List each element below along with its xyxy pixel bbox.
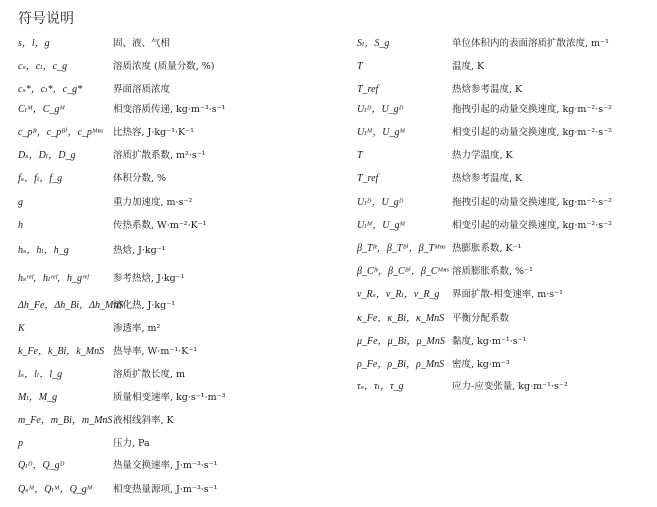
symbol-description: 重力加速度, m·s⁻² (113, 197, 193, 208)
symbol-notation: cₛ，cₗ，c_g (18, 61, 68, 72)
symbol-description: 温度, K (452, 61, 485, 72)
symbol-notation: K (18, 323, 25, 334)
symbol-description: 拖拽引起的动量交换速度, kg·m⁻²·s⁻² (452, 197, 612, 208)
symbol-description: 溶质扩散长度, m (113, 369, 186, 380)
symbol-notation: β_Tᶠᵉ，β_Tᴮⁱ，β_Tᴹⁿˢ (357, 243, 446, 254)
symbol-notation: fₛ，fₗ，f_g (18, 173, 63, 184)
symbol-description: 热力学温度, K (452, 150, 513, 161)
symbol-notation: β_Cᶠᵉ，β_Cᴮⁱ，β_Cᴹⁿˢ (357, 266, 449, 277)
symbol-notation: k_Fe，k_Bi，k_MnS (18, 346, 105, 357)
symbol-description: 参考热焓, J·kg⁻¹ (113, 273, 185, 284)
symbol-notation: p (18, 438, 23, 449)
symbol-notation: hₛʳᵉᶠ，hₗʳᵉᶠ，h_gʳᵉᶠ (18, 273, 89, 284)
symbol-notation: ρ_Fe，ρ_Bi，ρ_MnS (357, 359, 445, 370)
symbol-description: 相变溶质传递, kg·m⁻³·s⁻¹ (113, 104, 226, 115)
symbol-description: 液相线斜率, K (113, 415, 174, 426)
symbol-notation: m_Fe，m_Bi，m_MnS (18, 415, 113, 426)
symbol-notation: T_ref (357, 173, 379, 184)
symbol-notation: τₛ，τₗ，τ_g (357, 381, 404, 392)
symbol-description: 界面溶质浓度 (113, 84, 171, 95)
symbol-description: 密度, kg·m⁻³ (452, 359, 510, 370)
symbol-description: 热焓, J·kg⁻¹ (113, 245, 166, 256)
symbol-description: 溶质扩散系数, m²·s⁻¹ (113, 150, 206, 161)
symbol-description: 相变引起的动量交换速度, kg·m⁻²·s⁻² (452, 127, 612, 138)
symbol-description: 单位体积内的表面溶质扩散浓度, m⁻¹ (452, 38, 609, 49)
symbol-description: 平衡分配系数 (452, 313, 510, 324)
symbol-notation: cₛ*，cₗ*，c_g* (18, 84, 83, 95)
symbol-description: 相变引起的动量交换速度, kg·m⁻²·s⁻² (452, 220, 612, 231)
symbol-description: 固、液、气相 (113, 38, 171, 49)
symbol-description: 黏度, kg·m⁻¹·s⁻¹ (452, 336, 527, 347)
symbol-description: 应力-应变张量, kg·m⁻¹·s⁻² (452, 381, 568, 392)
symbol-description: 熔化热, J·kg⁻¹ (113, 300, 176, 311)
symbol-description: 体积分数, % (113, 173, 167, 184)
page-title: 符号说明 (18, 11, 74, 27)
symbol-notation: T_ref (357, 84, 379, 95)
symbol-description: 界面扩散-相变速率, m·s⁻¹ (452, 289, 563, 300)
symbol-notation: Uₗᴰ，U_gᴰ (357, 197, 404, 208)
symbol-notation: Dₛ，Dₗ，D_g (18, 150, 76, 161)
symbol-notation: s，l，g (18, 38, 50, 49)
symbol-notation: T (357, 150, 363, 161)
symbol-description: 热焓参考温度, K (452, 84, 523, 95)
symbol-notation: Cₗᴹ，C_gᴹ (18, 104, 66, 115)
symbol-notation: Uₗᴹ，U_gᴹ (357, 220, 406, 231)
symbol-notation: Qₛᴹ，Qₗᴹ，Q_gᴹ (18, 484, 93, 495)
symbol-description: 热导率, W·m⁻¹·K⁻¹ (113, 346, 198, 357)
symbol-description: 质量相变速率, kg·s⁻¹·m⁻³ (113, 392, 226, 403)
symbol-notation: c_pᶠᵉ，c_pᴮⁱ，c_pᴹⁿˢ (18, 127, 103, 138)
symbol-description: 比热容, J·kg⁻¹·K⁻¹ (113, 127, 194, 138)
symbol-notation: Mₗ，M_g (18, 392, 58, 403)
symbol-description: 传热系数, W·m⁻²·K⁻¹ (113, 220, 207, 231)
symbol-notation: Δh_Fe，Δh_Bi，Δh_MnS (18, 300, 124, 311)
symbol-description: 渗透率, m² (113, 323, 161, 334)
symbol-notation: h (18, 220, 23, 231)
symbol-notation: lₛ，lₗ，l_g (18, 369, 63, 380)
symbol-notation: κ_Fe，κ_Bi，κ_MnS (357, 313, 445, 324)
symbol-description: 拖拽引起的动量交换速度, kg·m⁻²·s⁻² (452, 104, 612, 115)
symbol-notation: hₛ，hₗ，h_g (18, 245, 69, 256)
symbol-description: 溶质膨胀系数, %⁻¹ (452, 266, 533, 277)
symbol-notation: g (18, 197, 23, 208)
symbol-notation: Sₗ，S_g (357, 38, 390, 49)
symbol-notation: T (357, 61, 363, 72)
symbol-description: 热量交换速率, J·m⁻³·s⁻¹ (113, 460, 218, 471)
symbol-description: 热焓参考温度, K (452, 173, 523, 184)
symbol-description: 相变热量源项, J·m⁻³·s⁻¹ (113, 484, 218, 495)
symbol-notation: Qₗᴰ，Q_gᴰ (18, 460, 65, 471)
symbol-notation: ν_Rₛ，ν_Rₗ，ν_R_g (357, 289, 440, 300)
symbol-description: 压力, Pa (113, 438, 150, 449)
symbol-notation: μ_Fe，μ_Bi，μ_MnS (357, 336, 445, 347)
symbol-notation: Uₗᴰ，U_gᴰ (357, 104, 404, 115)
symbol-description: 热膨胀系数, K⁻¹ (452, 243, 522, 254)
symbol-description: 溶质浓度 (质量分数, %) (113, 61, 215, 72)
symbol-notation: Uₗᴹ，U_gᴹ (357, 127, 406, 138)
